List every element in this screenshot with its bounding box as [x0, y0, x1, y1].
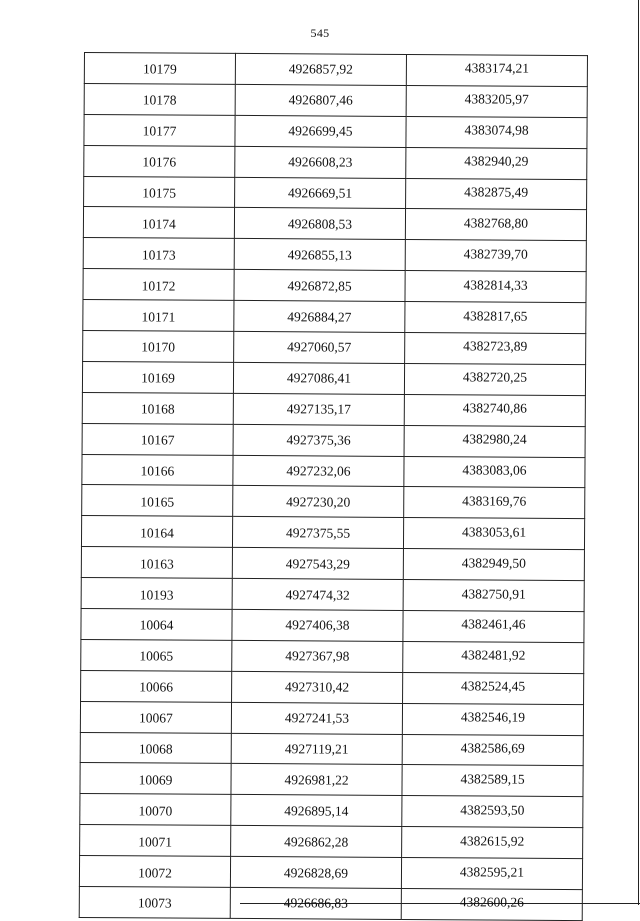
table-row [81, 547, 584, 581]
x-coordinate-cell: 4927474,32 [232, 579, 403, 611]
table-row [80, 825, 583, 859]
point-number-cell: 10178 [84, 83, 235, 115]
table-row [83, 331, 586, 365]
y-coordinate-cell: 4382814,33 [405, 271, 586, 303]
y-coordinate-cell: 4382980,24 [404, 425, 585, 457]
point-number-cell: 10173 [83, 238, 234, 270]
table-row [83, 269, 586, 303]
y-coordinate-cell: 4382723,89 [405, 332, 586, 364]
table-row [84, 83, 587, 117]
y-coordinate-cell: 4382750,91 [403, 580, 584, 612]
x-coordinate-cell: 4927135,17 [233, 393, 404, 425]
y-coordinate-cell: 4382875,49 [406, 178, 587, 210]
table-row [81, 516, 584, 550]
y-coordinate-cell: 4382949,50 [403, 549, 584, 581]
table-row [82, 485, 585, 519]
x-coordinate-cell: 4926807,46 [235, 84, 406, 116]
scan-border-right [638, 0, 639, 905]
table-row [83, 238, 586, 272]
coordinates-table-body [79, 53, 587, 921]
table-row [80, 794, 583, 828]
point-number-cell: 10065 [81, 639, 232, 671]
table-row [81, 639, 584, 673]
y-coordinate-cell: 4382720,25 [404, 363, 585, 395]
point-number-cell: 10175 [84, 176, 235, 208]
y-coordinate-cell: 4382615,92 [402, 827, 583, 859]
point-number-cell: 10169 [82, 361, 233, 393]
point-number-cell: 10070 [80, 794, 231, 826]
y-coordinate-cell: 4383174,21 [406, 54, 587, 86]
y-coordinate-cell: 4383169,76 [404, 487, 585, 519]
y-coordinate-cell: 4382481,92 [403, 641, 584, 673]
point-number-cell: 10176 [84, 145, 235, 177]
x-coordinate-cell: 4926862,28 [231, 826, 402, 858]
table-row [79, 887, 582, 921]
x-coordinate-cell: 4927375,36 [233, 424, 404, 456]
table-row [80, 732, 583, 766]
point-number-cell: 10165 [82, 485, 233, 517]
table-row [84, 145, 587, 179]
point-number-cell: 10066 [81, 670, 232, 702]
x-coordinate-cell: 4927310,42 [232, 671, 403, 703]
table-row [82, 454, 585, 488]
point-number-cell: 10171 [83, 300, 234, 332]
table-row [80, 701, 583, 735]
x-coordinate-cell: 4926884,27 [234, 301, 405, 333]
point-number-cell: 10166 [82, 454, 233, 486]
y-coordinate-cell: 4382739,70 [405, 240, 586, 272]
y-coordinate-cell: 4382524,45 [403, 672, 584, 704]
y-coordinate-cell: 4382940,29 [406, 147, 587, 179]
x-coordinate-cell: 4926895,14 [231, 795, 402, 827]
point-number-cell: 10179 [84, 53, 235, 85]
table-row [83, 207, 586, 241]
y-coordinate-cell: 4382768,80 [405, 209, 586, 241]
x-coordinate-cell: 4927119,21 [231, 733, 402, 765]
page-number: 545 [310, 26, 330, 40]
x-coordinate-cell: 4926981,22 [231, 764, 402, 796]
y-coordinate-cell: 4382600,26 [401, 889, 582, 921]
x-coordinate-cell: 4927543,29 [232, 548, 403, 580]
x-coordinate-cell: 4927375,55 [232, 517, 403, 549]
x-coordinate-cell: 4927086,41 [233, 362, 404, 394]
x-coordinate-cell: 4926872,85 [234, 270, 405, 302]
point-number-cell: 10064 [81, 609, 232, 641]
point-number-cell: 10071 [80, 825, 231, 857]
y-coordinate-cell: 4383205,97 [406, 85, 587, 117]
table-row [81, 609, 584, 643]
point-number-cell: 10163 [81, 547, 232, 579]
table-row [81, 578, 584, 612]
x-coordinate-cell: 4927406,38 [232, 609, 403, 641]
point-number-cell: 10068 [80, 732, 231, 764]
point-number-cell: 10172 [83, 269, 234, 301]
coordinates-table [79, 52, 588, 921]
x-coordinate-cell: 4926669,51 [235, 177, 406, 209]
table-row [79, 856, 582, 890]
x-coordinate-cell: 4926608,23 [235, 146, 406, 178]
point-number-cell: 10164 [81, 516, 232, 548]
y-coordinate-cell: 4382817,65 [405, 302, 586, 334]
table-row [82, 423, 585, 457]
table-row [80, 763, 583, 797]
x-coordinate-cell: 4927230,20 [233, 486, 404, 518]
point-number-cell: 10177 [84, 114, 235, 146]
x-coordinate-cell: 4926828,69 [230, 857, 401, 889]
table-row [82, 392, 585, 426]
x-coordinate-cell: 4927367,98 [232, 640, 403, 672]
x-coordinate-cell: 4927232,06 [233, 455, 404, 487]
point-number-cell: 10168 [82, 392, 233, 424]
point-number-cell: 10193 [81, 578, 232, 610]
point-number-cell: 10167 [82, 423, 233, 455]
y-coordinate-cell: 4382546,19 [402, 703, 583, 735]
point-number-cell: 10067 [80, 701, 231, 733]
y-coordinate-cell: 4382586,69 [402, 734, 583, 766]
x-coordinate-cell: 4926855,13 [234, 239, 405, 271]
y-coordinate-cell: 4382589,15 [402, 765, 583, 797]
x-coordinate-cell: 4926699,45 [235, 115, 406, 147]
x-coordinate-cell: 4926808,53 [234, 208, 405, 240]
point-number-cell: 10072 [79, 856, 230, 888]
point-number-cell: 10069 [80, 763, 231, 795]
y-coordinate-cell: 4383083,06 [404, 456, 585, 488]
y-coordinate-cell: 4382593,50 [402, 796, 583, 828]
y-coordinate-cell: 4383053,61 [403, 518, 584, 550]
y-coordinate-cell: 4382461,46 [403, 610, 584, 642]
point-number-cell: 10073 [79, 887, 230, 919]
table-row [84, 53, 587, 87]
point-number-cell: 10174 [83, 207, 234, 239]
y-coordinate-cell: 4382740,86 [404, 394, 585, 426]
table-row [84, 114, 587, 148]
x-coordinate-cell: 4927241,53 [231, 702, 402, 734]
table-row [83, 300, 586, 334]
x-coordinate-cell: 4926686,83 [230, 887, 401, 919]
point-number-cell: 10170 [83, 331, 234, 363]
x-coordinate-cell: 4926857,92 [235, 53, 406, 85]
table-row [84, 176, 587, 210]
y-coordinate-cell: 4383074,98 [406, 116, 587, 148]
table-row [82, 361, 585, 395]
x-coordinate-cell: 4927060,57 [234, 331, 405, 363]
y-coordinate-cell: 4382595,21 [401, 858, 582, 890]
table-row [81, 670, 584, 704]
